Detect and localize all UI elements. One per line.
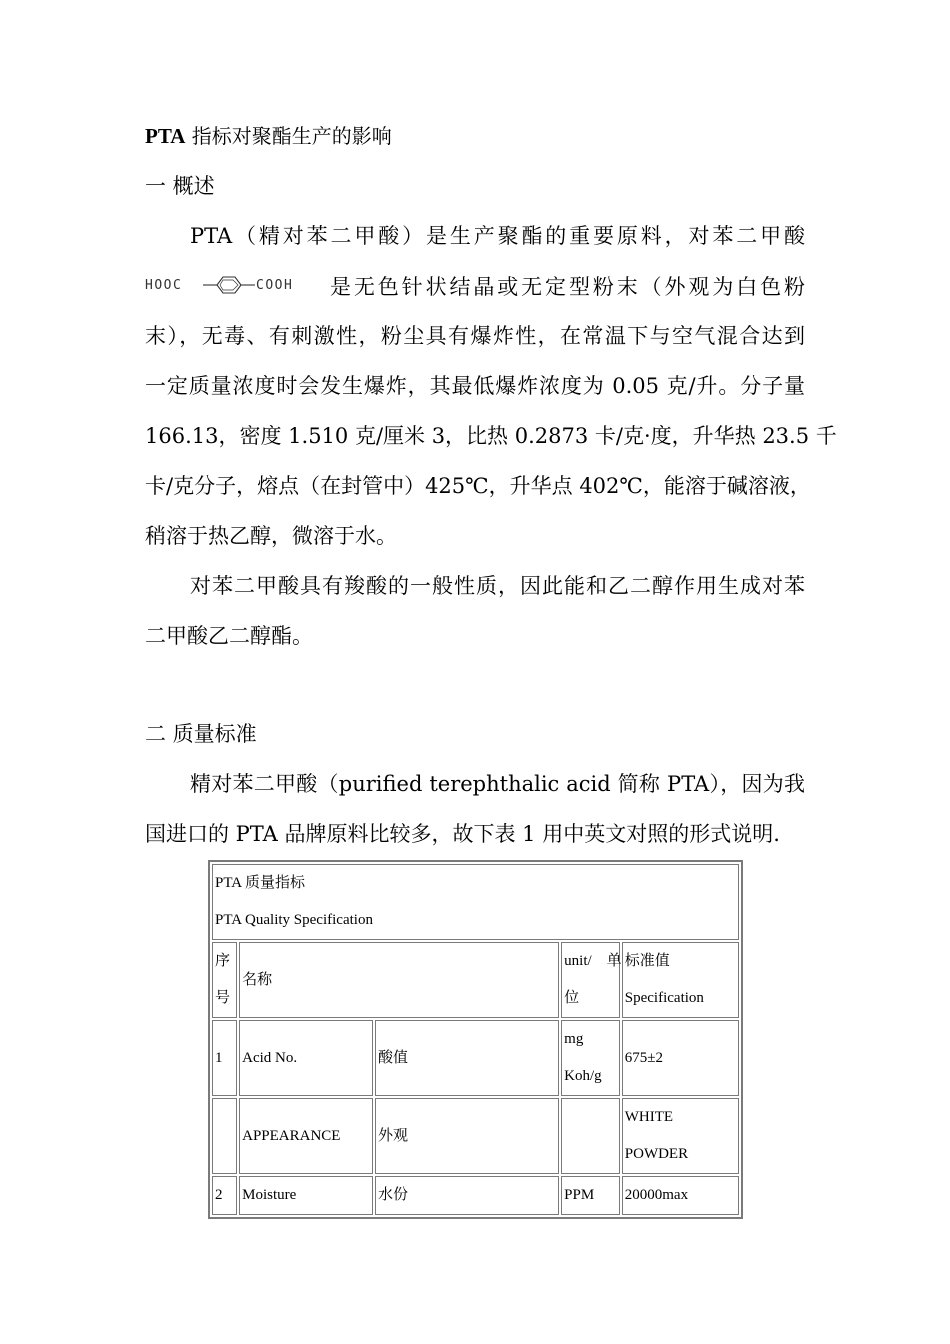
table-row — [212, 1020, 739, 1096]
header-unit-line-2: 位 — [564, 990, 580, 1006]
row-unit — [561, 1098, 620, 1174]
row-unit-line-1: mg — [564, 1031, 584, 1047]
row-name-cn: 水份 — [375, 1176, 559, 1215]
pta-spec-table — [208, 860, 743, 1219]
header-no-cell — [212, 942, 237, 1018]
table-caption-row — [212, 864, 739, 940]
row-value: 675±2 — [622, 1020, 739, 1096]
header-spec-line-2: Specification — [624, 990, 704, 1006]
row-unit-line-2: Koh/g — [564, 1068, 602, 1084]
row-unit — [561, 1020, 620, 1096]
formula-right-group: COOH — [256, 278, 294, 293]
row-value: 20000max — [622, 1176, 739, 1215]
header-unit-line-1: unit/ 单 — [564, 953, 622, 969]
table-header-row — [212, 942, 739, 1018]
header-name-cell: 名称 — [239, 942, 559, 1018]
row-no — [212, 1098, 237, 1174]
header-no-line-1: 序 — [215, 953, 231, 969]
table-caption-en: PTA Quality Specification — [215, 912, 373, 928]
title-bold: PTA — [145, 124, 186, 148]
section-2-heading: 二 质量标准 — [145, 722, 257, 746]
row-name-cn: 外观 — [375, 1098, 559, 1174]
row-no: 1 — [212, 1020, 237, 1096]
header-unit-cell — [561, 942, 620, 1018]
paragraph-1-line-2: 是无色针状结晶或无定型粉末（外观为白色粉 — [330, 275, 805, 299]
row-unit: PPM — [561, 1176, 620, 1215]
header-spec-line-1: 标准值 — [624, 953, 670, 969]
row-value — [622, 1098, 739, 1174]
paragraph-1-line-1: PTA（精对苯二甲酸）是生产聚酯的重要原料，对苯二甲酸 — [190, 224, 805, 248]
chemical-formula-image — [145, 274, 315, 296]
table-row — [212, 1176, 739, 1215]
paragraph-1-line-5: 166.13，密度 1.510 克/厘米 3，比热 0.2873 卡/克·度，升华热 23.5 千 — [145, 424, 837, 448]
paragraph-1-line-4: 一定质量浓度时会发生爆炸，其最低爆炸浓度为 0.05 克/升。分子量 — [145, 374, 805, 398]
formula-left-group: HOOC — [145, 278, 183, 293]
header-spec-cell — [622, 942, 739, 1018]
document-title — [145, 121, 392, 151]
table-row — [212, 1098, 739, 1174]
row-name-en: Moisture — [239, 1176, 373, 1215]
paragraph-3-line-2: 国进口的 PTA 品牌原料比较多，故下表 1 用中英文对照的形式说明. — [145, 822, 780, 846]
paragraph-1-line-3: 末），无毒、有刺激性，粉尘具有爆炸性，在常温下与空气混合达到 — [145, 324, 805, 348]
row-name-en: Acid No. — [239, 1020, 373, 1096]
section-1-heading: 一 概述 — [145, 174, 215, 198]
title-rest: 指标对聚酯生产的影响 — [185, 124, 392, 148]
row-value-line-2: POWDER — [624, 1146, 689, 1162]
row-value-line-1: WHITE — [624, 1109, 674, 1125]
row-name-cn: 酸值 — [375, 1020, 559, 1096]
paragraph-3-line-1: 精对苯二甲酸（purified terephthalic acid 简称 PTA），因为我 — [190, 772, 805, 796]
table-caption-cn: PTA 质量指标 — [215, 875, 306, 891]
paragraph-2-line-1: 对苯二甲酸具有羧酸的一般性质，因此能和乙二醇作用生成对苯 — [190, 574, 805, 598]
header-no-line-2: 号 — [215, 990, 231, 1006]
paragraph-1-line-7: 稍溶于热乙醇，微溶于水。 — [145, 524, 397, 548]
row-name-en: APPEARANCE — [239, 1098, 373, 1174]
paragraph-1-line-6: 卡/克分子，熔点（在封管中）425℃，升华点 402℃，能溶于碱溶液， — [145, 474, 811, 498]
paragraph-2-line-2: 二甲酸乙二醇酯。 — [145, 624, 313, 648]
row-no: 2 — [212, 1176, 237, 1215]
table-caption-cell — [212, 864, 739, 940]
